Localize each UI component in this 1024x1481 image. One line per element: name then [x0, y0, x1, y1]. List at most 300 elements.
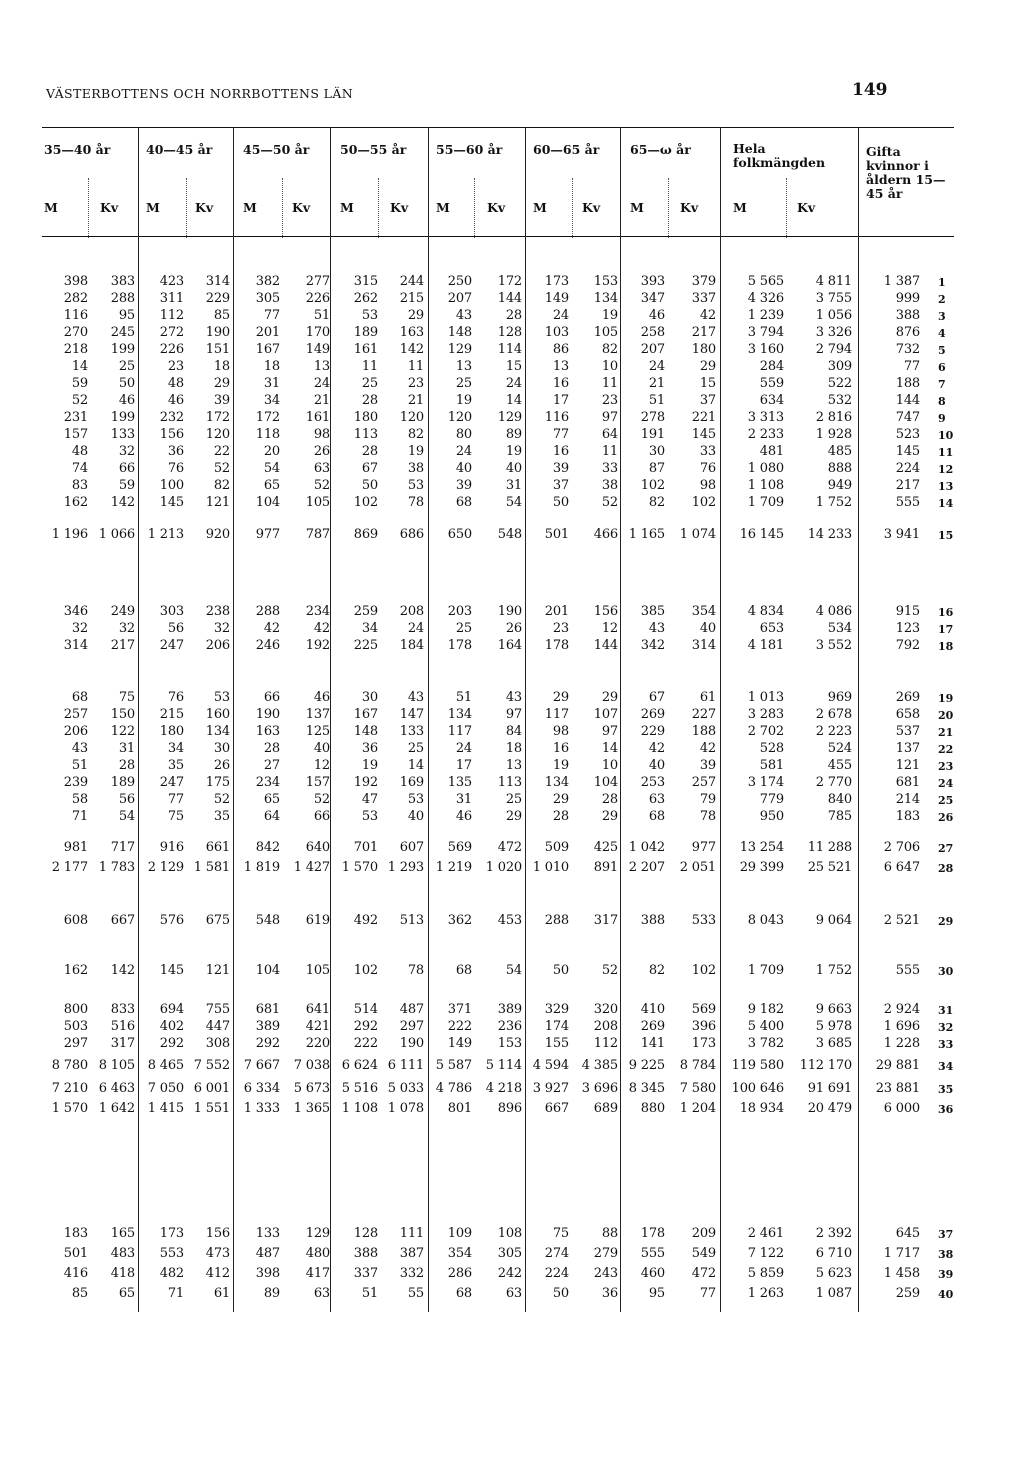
table-cell: 178 [640, 1226, 665, 1241]
table-cell: 217 [691, 325, 716, 340]
table-cell: 153 [497, 1036, 522, 1051]
table-cell: 389 [255, 1019, 280, 1034]
row-number: 32 [938, 1021, 954, 1034]
table-cell: 23 [552, 621, 569, 636]
table-cell: 262 [353, 291, 378, 306]
table-cell: 85 [71, 1286, 88, 1301]
table-cell: 569 [691, 1002, 716, 1017]
table-cell: 24 [407, 621, 424, 636]
male-column-header: M [436, 200, 450, 215]
table-cell: 121 [205, 495, 230, 510]
table-cell: 125 [305, 724, 330, 739]
table-cell: 215 [159, 707, 184, 722]
table-cell: 24 [455, 444, 472, 459]
row-number: 4 [938, 327, 946, 340]
table-cell: 8 780 [51, 1058, 88, 1073]
table-cell: 14 [505, 393, 522, 408]
table-cell: 26 [213, 758, 230, 773]
column-rule [720, 127, 721, 1312]
table-cell: 555 [640, 1246, 665, 1261]
table-cell: 31 [263, 376, 280, 391]
table-cell: 29 [505, 809, 522, 824]
table-cell: 173 [159, 1226, 184, 1241]
table-cell: 102 [353, 495, 378, 510]
table-cell: 68 [71, 690, 88, 705]
table-cell: 3 552 [815, 638, 852, 653]
female-column-header: Kv [100, 200, 119, 215]
table-cell: 43 [455, 308, 472, 323]
table-cell: 161 [305, 410, 330, 425]
table-cell: 46 [313, 690, 330, 705]
row-number: 11 [938, 446, 954, 459]
table-cell: 134 [447, 707, 472, 722]
table-cell: 3 696 [581, 1081, 618, 1096]
table-cell: 24 [313, 376, 330, 391]
table-cell: 247 [159, 638, 184, 653]
table-cell: 31 [505, 478, 522, 493]
table-cell: 22 [213, 444, 230, 459]
table-cell: 247 [159, 775, 184, 790]
table-cell: 217 [110, 638, 135, 653]
table-cell: 65 [263, 478, 280, 493]
table-cell: 78 [407, 495, 424, 510]
table-cell: 522 [827, 376, 852, 391]
table-cell: 142 [399, 342, 424, 357]
table-cell: 681 [895, 775, 920, 790]
table-cell: 2 177 [51, 860, 88, 875]
table-cell: 120 [399, 410, 424, 425]
table-cell: 21 [407, 393, 424, 408]
table-cell: 1 415 [147, 1101, 184, 1116]
table-cell: 480 [305, 1246, 330, 1261]
table-cell: 9 663 [815, 1002, 852, 1017]
table-cell: 163 [255, 724, 280, 739]
table-cell: 640 [305, 840, 330, 855]
table-cell: 681 [255, 1002, 280, 1017]
table-cell: 134 [544, 775, 569, 790]
table-cell: 785 [827, 809, 852, 824]
table-cell: 236 [497, 1019, 522, 1034]
table-cell: 145 [691, 427, 716, 442]
table-cell: 460 [640, 1266, 665, 1281]
table-cell: 244 [399, 274, 424, 289]
table-cell: 144 [593, 638, 618, 653]
row-number: 12 [938, 463, 954, 476]
table-cell: 246 [255, 638, 280, 653]
table-cell: 75 [552, 1226, 569, 1241]
column-rule [858, 127, 859, 1312]
table-cell: 354 [691, 604, 716, 619]
table-cell: 801 [447, 1101, 472, 1116]
table-cell: 108 [497, 1226, 522, 1241]
sex-split-rule [572, 178, 573, 238]
table-cell: 11 [601, 444, 618, 459]
table-cell: 43 [407, 690, 424, 705]
table-cell: 250 [447, 274, 472, 289]
table-cell: 68 [455, 963, 472, 978]
table-cell: 98 [699, 478, 716, 493]
table-cell: 6 334 [243, 1081, 280, 1096]
table-cell: 40 [407, 809, 424, 824]
table-cell: 317 [110, 1036, 135, 1051]
row-number: 38 [938, 1248, 954, 1261]
table-cell: 36 [167, 444, 184, 459]
table-cell: 42 [313, 621, 330, 636]
female-column-header: Kv [487, 200, 506, 215]
table-cell: 346 [63, 604, 88, 619]
table-cell: 21 [313, 393, 330, 408]
table-cell: 423 [159, 274, 184, 289]
table-cell: 1 078 [387, 1101, 424, 1116]
table-cell: 792 [895, 638, 920, 653]
row-number: 36 [938, 1103, 954, 1116]
table-cell: 77 [552, 427, 569, 442]
table-cell: 52 [213, 792, 230, 807]
table-cell: 13 [455, 359, 472, 374]
table-cell: 79 [699, 792, 716, 807]
table-cell: 123 [895, 621, 920, 636]
table-cell: 173 [544, 274, 569, 289]
table-cell: 208 [593, 1019, 618, 1034]
table-cell: 199 [110, 342, 135, 357]
male-column-header: M [340, 200, 354, 215]
row-number: 14 [938, 497, 954, 510]
table-cell: 891 [593, 860, 618, 875]
table-cell: 77 [263, 308, 280, 323]
table-cell: 16 [552, 444, 569, 459]
table-cell: 548 [255, 913, 280, 928]
sex-split-rule [378, 178, 379, 238]
table-cell: 32 [213, 621, 230, 636]
table-cell: 113 [497, 775, 522, 790]
table-cell: 11 288 [807, 840, 852, 855]
row-number: 26 [938, 811, 954, 824]
table-cell: 82 [213, 478, 230, 493]
table-cell: 12 [313, 758, 330, 773]
table-cell: 288 [255, 604, 280, 619]
table-cell: 5 516 [341, 1081, 378, 1096]
table-cell: 53 [361, 809, 378, 824]
table-cell: 40 [455, 461, 472, 476]
table-cell: 48 [167, 376, 184, 391]
table-cell: 100 [159, 478, 184, 493]
table-cell: 2 770 [815, 775, 852, 790]
table-cell: 77 [167, 792, 184, 807]
table-cell: 888 [827, 461, 852, 476]
table-cell: 13 [505, 758, 522, 773]
table-cell: 26 [313, 444, 330, 459]
row-number: 28 [938, 862, 954, 875]
table-cell: 5 400 [747, 1019, 784, 1034]
row-number: 19 [938, 692, 954, 705]
table-cell: 5 623 [815, 1266, 852, 1281]
table-cell: 314 [63, 638, 88, 653]
table-cell: 309 [827, 359, 852, 374]
table-cell: 8 043 [747, 913, 784, 928]
table-cell: 59 [71, 376, 88, 391]
row-number: 21 [938, 726, 954, 739]
table-cell: 5 114 [485, 1058, 522, 1073]
table-cell: 78 [407, 963, 424, 978]
table-cell: 501 [544, 527, 569, 542]
table-cell: 342 [640, 638, 665, 653]
row-number: 15 [938, 529, 954, 542]
table-cell: 308 [205, 1036, 230, 1051]
table-cell: 7 552 [193, 1058, 230, 1073]
table-cell: 379 [691, 274, 716, 289]
table-cell: 222 [447, 1019, 472, 1034]
table-cell: 800 [63, 1002, 88, 1017]
table-cell: 120 [447, 410, 472, 425]
table-cell: 2 207 [628, 860, 665, 875]
table-cell: 180 [691, 342, 716, 357]
table-cell: 509 [544, 840, 569, 855]
table-cell: 103 [544, 325, 569, 340]
table-cell: 13 [552, 359, 569, 374]
table-cell: 1 228 [883, 1036, 920, 1051]
table-cell: 274 [544, 1246, 569, 1261]
table-cell: 15 [505, 359, 522, 374]
table-cell: 118 [255, 427, 280, 442]
table-cell: 46 [648, 308, 665, 323]
table-cell: 2 461 [747, 1226, 784, 1241]
table-cell: 869 [353, 527, 378, 542]
table-cell: 398 [63, 274, 88, 289]
table-cell: 1 080 [747, 461, 784, 476]
table-cell: 549 [691, 1246, 716, 1261]
table-cell: 2 678 [815, 707, 852, 722]
table-cell: 111 [399, 1226, 424, 1241]
table-cell: 95 [648, 1286, 665, 1301]
table-cell: 190 [399, 1036, 424, 1051]
table-cell: 188 [691, 724, 716, 739]
table-cell: 14 [407, 758, 424, 773]
table-cell: 82 [648, 963, 665, 978]
table-cell: 157 [63, 427, 88, 442]
table-cell: 229 [640, 724, 665, 739]
table-cell: 1 387 [883, 274, 920, 289]
table-cell: 747 [895, 410, 920, 425]
table-cell: 53 [361, 308, 378, 323]
table-cell: 6 001 [193, 1081, 230, 1096]
table-cell: 50 [552, 495, 569, 510]
table-cell: 170 [305, 325, 330, 340]
table-cell: 137 [305, 707, 330, 722]
table-cell: 42 [699, 741, 716, 756]
table-cell: 64 [263, 809, 280, 824]
sex-split-rule [474, 178, 475, 238]
table-cell: 270 [63, 325, 88, 340]
table-cell: 694 [159, 1002, 184, 1017]
table-cell: 402 [159, 1019, 184, 1034]
table-cell: 1 709 [747, 963, 784, 978]
table-cell: 16 145 [739, 527, 784, 542]
table-cell: 232 [159, 410, 184, 425]
table-cell: 19 [505, 444, 522, 459]
table-cell: 513 [399, 913, 424, 928]
table-cell: 105 [305, 495, 330, 510]
table-cell: 71 [71, 809, 88, 824]
table-cell: 52 [313, 478, 330, 493]
table-cell: 282 [63, 291, 88, 306]
age-group-header: 65—ω år [630, 142, 691, 157]
male-column-header: M [630, 200, 644, 215]
table-cell: 385 [640, 604, 665, 619]
table-cell: 5 033 [387, 1081, 424, 1096]
table-cell: 161 [353, 342, 378, 357]
table-cell: 35 [167, 758, 184, 773]
table-cell: 534 [827, 621, 852, 636]
table-cell: 242 [497, 1266, 522, 1281]
table-cell: 253 [640, 775, 665, 790]
table-cell: 5 673 [293, 1081, 330, 1096]
table-cell: 191 [640, 427, 665, 442]
table-cell: 3 755 [815, 291, 852, 306]
table-cell: 701 [353, 840, 378, 855]
table-cell: 472 [497, 840, 522, 855]
table-cell: 10 [601, 758, 618, 773]
table-cell: 396 [691, 1019, 716, 1034]
age-group-header: 60—65 år [533, 142, 600, 157]
table-cell: 112 [159, 308, 184, 323]
table-cell: 145 [159, 495, 184, 510]
age-group-header: 45—50 år [243, 142, 310, 157]
table-cell: 6 647 [883, 860, 920, 875]
table-cell: 1 196 [51, 527, 88, 542]
table-cell: 153 [593, 274, 618, 289]
sex-split-rule [282, 178, 283, 238]
table-cell: 555 [895, 495, 920, 510]
table-cell: 39 [699, 758, 716, 773]
table-cell: 28 [552, 809, 569, 824]
table-cell: 42 [263, 621, 280, 636]
table-cell: 19 [552, 758, 569, 773]
table-cell: 1 013 [747, 690, 784, 705]
table-cell: 354 [447, 1246, 472, 1261]
row-number: 35 [938, 1083, 954, 1096]
table-cell: 156 [205, 1226, 230, 1241]
table-cell: 732 [895, 342, 920, 357]
table-cell: 1 108 [341, 1101, 378, 1116]
table-cell: 226 [305, 291, 330, 306]
table-cell: 393 [640, 274, 665, 289]
table-cell: 80 [455, 427, 472, 442]
table-cell: 501 [63, 1246, 88, 1261]
table-cell: 97 [601, 724, 618, 739]
table-cell: 117 [544, 707, 569, 722]
table-cell: 192 [305, 638, 330, 653]
table-cell: 259 [353, 604, 378, 619]
table-cell: 53 [407, 478, 424, 493]
table-cell: 661 [205, 840, 230, 855]
table-cell: 53 [213, 690, 230, 705]
table-cell: 288 [544, 913, 569, 928]
table-cell: 104 [255, 963, 280, 978]
table-cell: 19 [361, 758, 378, 773]
table-cell: 288 [110, 291, 135, 306]
table-cell: 39 [552, 461, 569, 476]
table-cell: 1 458 [883, 1266, 920, 1281]
table-cell: 516 [110, 1019, 135, 1034]
table-cell: 68 [455, 495, 472, 510]
table-cell: 896 [497, 1101, 522, 1116]
table-cell: 28 [361, 393, 378, 408]
table-cell: 5 859 [747, 1266, 784, 1281]
row-number: 40 [938, 1288, 954, 1301]
table-cell: 86 [552, 342, 569, 357]
table-cell: 382 [255, 274, 280, 289]
married-women-header: Gifta kvinnor i åldern 15—45 år [866, 144, 946, 201]
table-cell: 16 [552, 741, 569, 756]
table-cell: 37 [699, 393, 716, 408]
table-cell: 145 [159, 963, 184, 978]
table-cell: 157 [305, 775, 330, 790]
row-number: 31 [938, 1004, 954, 1017]
age-group-header: 55—60 år [436, 142, 503, 157]
table-cell: 667 [110, 913, 135, 928]
row-number: 7 [938, 378, 946, 391]
table-cell: 68 [455, 1286, 472, 1301]
row-number: 20 [938, 709, 954, 722]
table-cell: 472 [691, 1266, 716, 1281]
table-cell: 28 [601, 792, 618, 807]
table-cell: 227 [691, 707, 716, 722]
table-cell: 1 066 [98, 527, 135, 542]
table-cell: 122 [110, 724, 135, 739]
table-cell: 66 [118, 461, 135, 476]
table-cell: 89 [263, 1286, 280, 1301]
table-cell: 64 [601, 427, 618, 442]
table-cell: 528 [759, 741, 784, 756]
table-cell: 3 174 [747, 775, 784, 790]
table-cell: 74 [71, 461, 88, 476]
table-cell: 292 [255, 1036, 280, 1051]
table-cell: 63 [313, 461, 330, 476]
table-cell: 417 [305, 1266, 330, 1281]
table-cell: 18 [505, 741, 522, 756]
table-cell: 51 [313, 308, 330, 323]
table-cell: 38 [407, 461, 424, 476]
table-cell: 203 [447, 604, 472, 619]
table-cell: 151 [205, 342, 230, 357]
table-cell: 447 [205, 1019, 230, 1034]
table-cell: 18 934 [739, 1101, 784, 1116]
table-cell: 149 [447, 1036, 472, 1051]
table-cell: 412 [205, 1266, 230, 1281]
table-cell: 172 [205, 410, 230, 425]
table-cell: 6 710 [815, 1246, 852, 1261]
table-cell: 66 [263, 690, 280, 705]
row-number: 10 [938, 429, 954, 442]
row-number: 22 [938, 743, 954, 756]
table-cell: 142 [110, 963, 135, 978]
table-cell: 65 [118, 1286, 135, 1301]
table-cell: 29 399 [739, 860, 784, 875]
table-cell: 32 [71, 621, 88, 636]
table-cell: 34 [167, 741, 184, 756]
table-cell: 25 [361, 376, 378, 391]
table-cell: 83 [71, 478, 88, 493]
table-cell: 14 [71, 359, 88, 374]
male-column-header: M [146, 200, 160, 215]
table-cell: 98 [552, 724, 569, 739]
table-cell: 190 [205, 325, 230, 340]
table-cell: 76 [699, 461, 716, 476]
table-cell: 653 [759, 621, 784, 636]
table-cell: 178 [544, 638, 569, 653]
table-cell: 31 [455, 792, 472, 807]
row-number: 8 [938, 395, 946, 408]
